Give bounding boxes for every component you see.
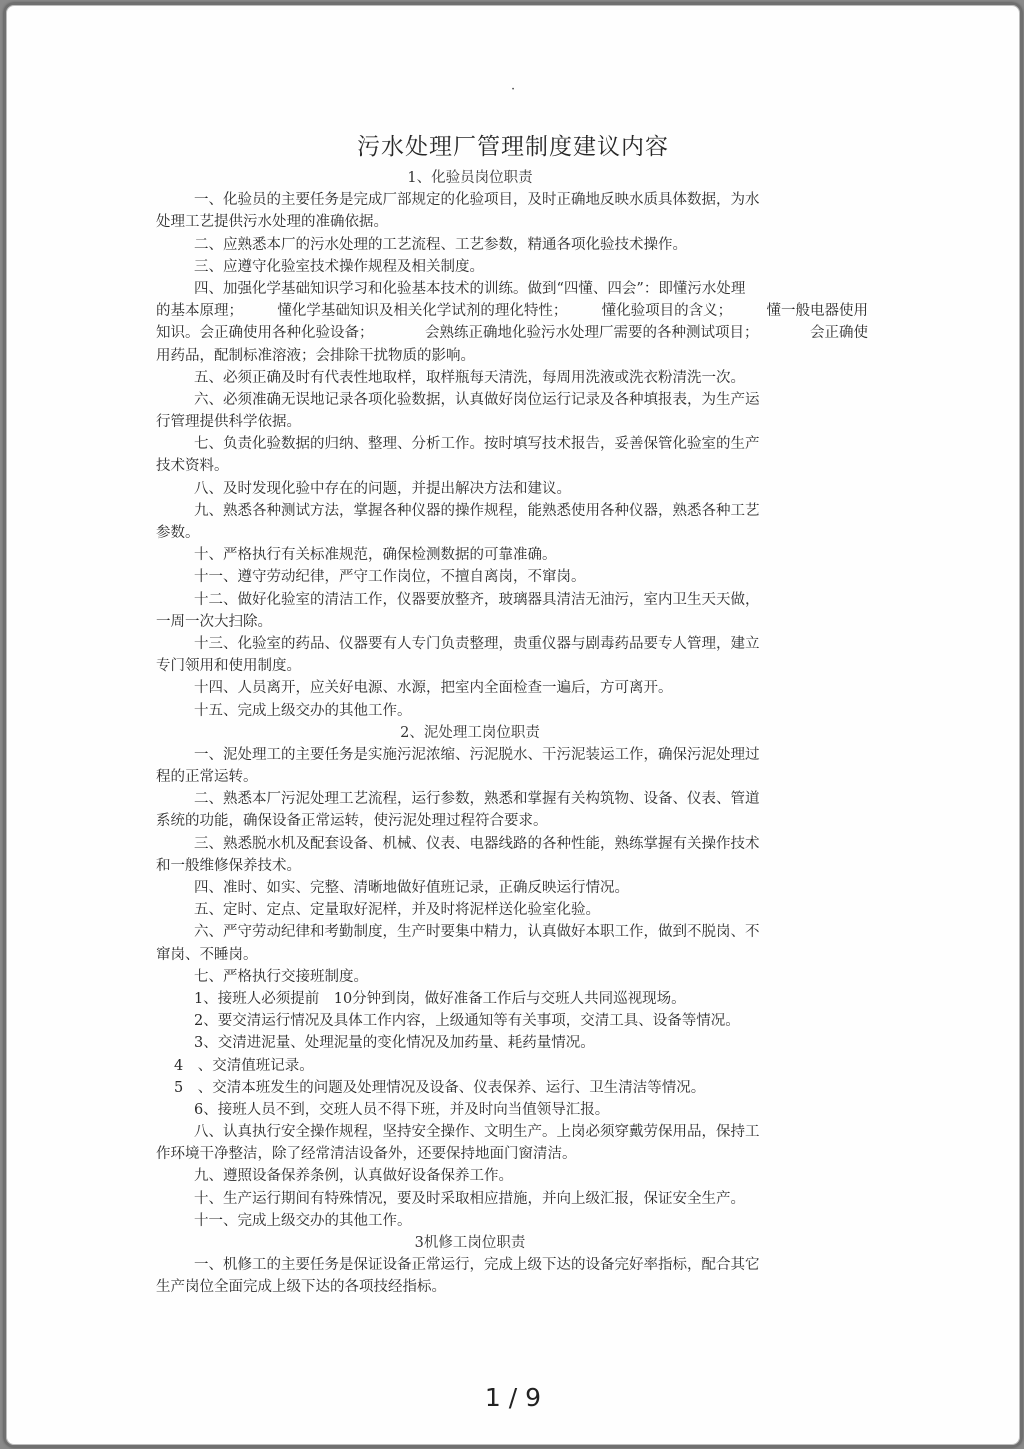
- text-segment: 懂化学基础知识及相关化学试剂的理化特性；: [277, 303, 568, 320]
- text-line: 七、负责化验数据的归纳、整理、分析工作。按时填写技术报告，妥善保管化验室的生产: [194, 436, 760, 453]
- text-line: 九、遵照设备保养条例，认真做好设备保养工作。: [194, 1168, 513, 1185]
- text-line: 一、机修工的主要任务是保证设备正常运行，完成上级下达的设备完好率指标，配合其它: [194, 1257, 760, 1274]
- text-line: 一、泥处理工的主要任务是实施污泥浓缩、污泥脱水、干污泥装运工作，确保污泥处理过: [194, 746, 760, 763]
- text-line: 四、加强化学基础知识学习和化验基本技术的训练。做到“四懂、四会”：即懂污水处理: [194, 280, 746, 297]
- text-line: 技术资料。: [156, 458, 229, 475]
- text-line: 4 、交清值班记录。: [174, 1057, 314, 1074]
- text-line: 参数。: [156, 525, 200, 541]
- section-heading: 3机修工岗位职责: [414, 1235, 526, 1251]
- header-dot: ·: [511, 82, 516, 97]
- text-line: 五、必须正确及时有代表性地取样，取样瓶每天清洗，每周用洗液或洗衣粉清洗一次。: [194, 369, 745, 386]
- text-line: 5 、交清本班发生的问题及处理情况及设备、仪表保养、运行、卫生清洁等情况。: [174, 1079, 706, 1096]
- text-line: 用药品，配制标准溶液；会排除干扰物质的影响。: [156, 347, 475, 364]
- text-line: 和一般维修保养技术。: [156, 857, 301, 874]
- text-segment: 懂一般电器使用: [766, 303, 868, 320]
- text-line: 窜岗、不睡岗。: [156, 946, 258, 963]
- text-line: 十五、完成上级交办的其他工作。: [194, 702, 412, 719]
- text-line: 十、生产运行期间有特殊情况，要及时采取相应措施，并向上级汇报，保证安全生产。: [194, 1190, 745, 1207]
- text-line: 五、定时、定点、定量取好泥样，并及时将泥样送化验室化验。: [194, 902, 600, 919]
- text-line: 1、接班人必须提前 10分钟到岗，做好准备工作后与交班人共同巡视现场。: [194, 990, 686, 1007]
- text-segment: 会熟练正确地化验污水处理厂需要的各种测试项目；: [425, 325, 759, 342]
- text-line: [156, 300, 868, 322]
- text-line: 二、熟悉本厂污泥处理工艺流程，运行参数，熟悉和掌握有关构筑物、设备、仪表、管道: [194, 791, 760, 808]
- text-line: 八、认真执行安全操作规程，坚持安全操作、文明生产。上岗必须穿戴劳保用品，保持工: [194, 1124, 760, 1141]
- document-title: 污水处理厂管理制度建议内容: [357, 134, 669, 160]
- text-line: 6、接班人员不到，交班人员不得下班，并及时向当值领导汇报。: [194, 1101, 610, 1118]
- text-line: 四、准时、如实、完整、清晰地做好值班记录，正确反映运行情况。: [194, 880, 629, 896]
- text-segment: 知识。会正确使用各种化验设备；: [156, 325, 374, 342]
- text-line: 三、应遵守化验室技术操作规程及相关制度。: [194, 258, 484, 275]
- section-heading: 2、泥处理工岗位职责: [400, 724, 540, 741]
- text-line: 十一、遵守劳动纪律，严守工作岗位，不擅自离岗，不窜岗。: [194, 569, 586, 586]
- text-line: 一周一次大扫除。: [156, 613, 272, 630]
- text-line: 生产岗位全面完成上级下达的各项技经指标。: [156, 1279, 446, 1296]
- text-line: 十二、做好化验室的清洁工作，仪器要放整齐，玻璃器具清洁无油污，室内卫生天天做，: [194, 591, 760, 608]
- text-line: 作环境干净整洁，除了经常清洁设备外，还要保持地面门窗清洁。: [156, 1146, 577, 1163]
- section-heading: 1、化验员岗位职责: [407, 170, 533, 186]
- text-line: 十四、人员离开，应关好电源、水源，把室内全面检查一遍后，方可离开。: [194, 680, 673, 697]
- document-page: [4, 3, 1022, 1447]
- text-segment: 的基本原理；: [156, 303, 243, 320]
- text-line: 六、必须准确无误地记录各项化验数据，认真做好岗位运行记录及各种填报表，为生产运: [194, 391, 760, 408]
- text-line: 一、化验员的主要任务是完成厂部规定的化验项目，及时正确地反映水质具体数据，为水: [194, 192, 760, 209]
- text-line: 三、熟悉脱水机及配套设备、机械、仪表、电器线路的各种性能，熟练掌握有关操作技术: [194, 835, 760, 852]
- text-line: 专门领用和使用制度。: [156, 658, 301, 675]
- text-line: 3、交清进泥量、处理泥量的变化情况及加药量、耗药量情况。: [194, 1035, 595, 1052]
- text-line: 2、要交清运行情况及具体工作内容，上级通知等有关事项，交清工具、设备等情况。: [194, 1013, 740, 1030]
- text-line: [156, 322, 868, 344]
- text-line: 十一、完成上级交办的其他工作。: [194, 1212, 412, 1229]
- text-line: 程的正常运转。: [156, 769, 258, 786]
- text-segment: 懂化验项目的含义；: [601, 303, 733, 320]
- text-line: 十三、化验室的药品、仪器要有人专门负责整理，贵重仪器与剧毒药品要专人管理，建立: [194, 635, 760, 652]
- text-line: 九、熟悉各种测试方法，掌握各种仪器的操作规程，能熟悉使用各种仪器，熟悉各种工艺: [194, 502, 760, 519]
- text-line: 六、严守劳动纪律和考勤制度，生产时要集中精力，认真做好本职工作，做到不脱岗、不: [194, 924, 760, 941]
- text-segment: 会正确使: [810, 325, 868, 342]
- text-line: 二、应熟悉本厂的污水处理的工艺流程、工艺参数，精通各项化验技术操作。: [194, 236, 687, 253]
- text-line: 七、严格执行交接班制度。: [194, 968, 368, 985]
- text-line: 十、严格执行有关标准规范，确保检测数据的可靠准确。: [194, 547, 557, 564]
- page-number: 1 / 9: [484, 1383, 542, 1412]
- text-line: 八、及时发现化验中存在的问题，并提出解决方法和建议。: [194, 480, 571, 497]
- document-body: [156, 167, 868, 1299]
- text-line: 系统的功能，确保设备正常运转，使污泥处理过程符合要求。: [156, 813, 548, 830]
- text-line: 行管理提供科学依据。: [156, 414, 301, 431]
- text-line: 处理工艺提供污水处理的准确依据。: [156, 214, 388, 231]
